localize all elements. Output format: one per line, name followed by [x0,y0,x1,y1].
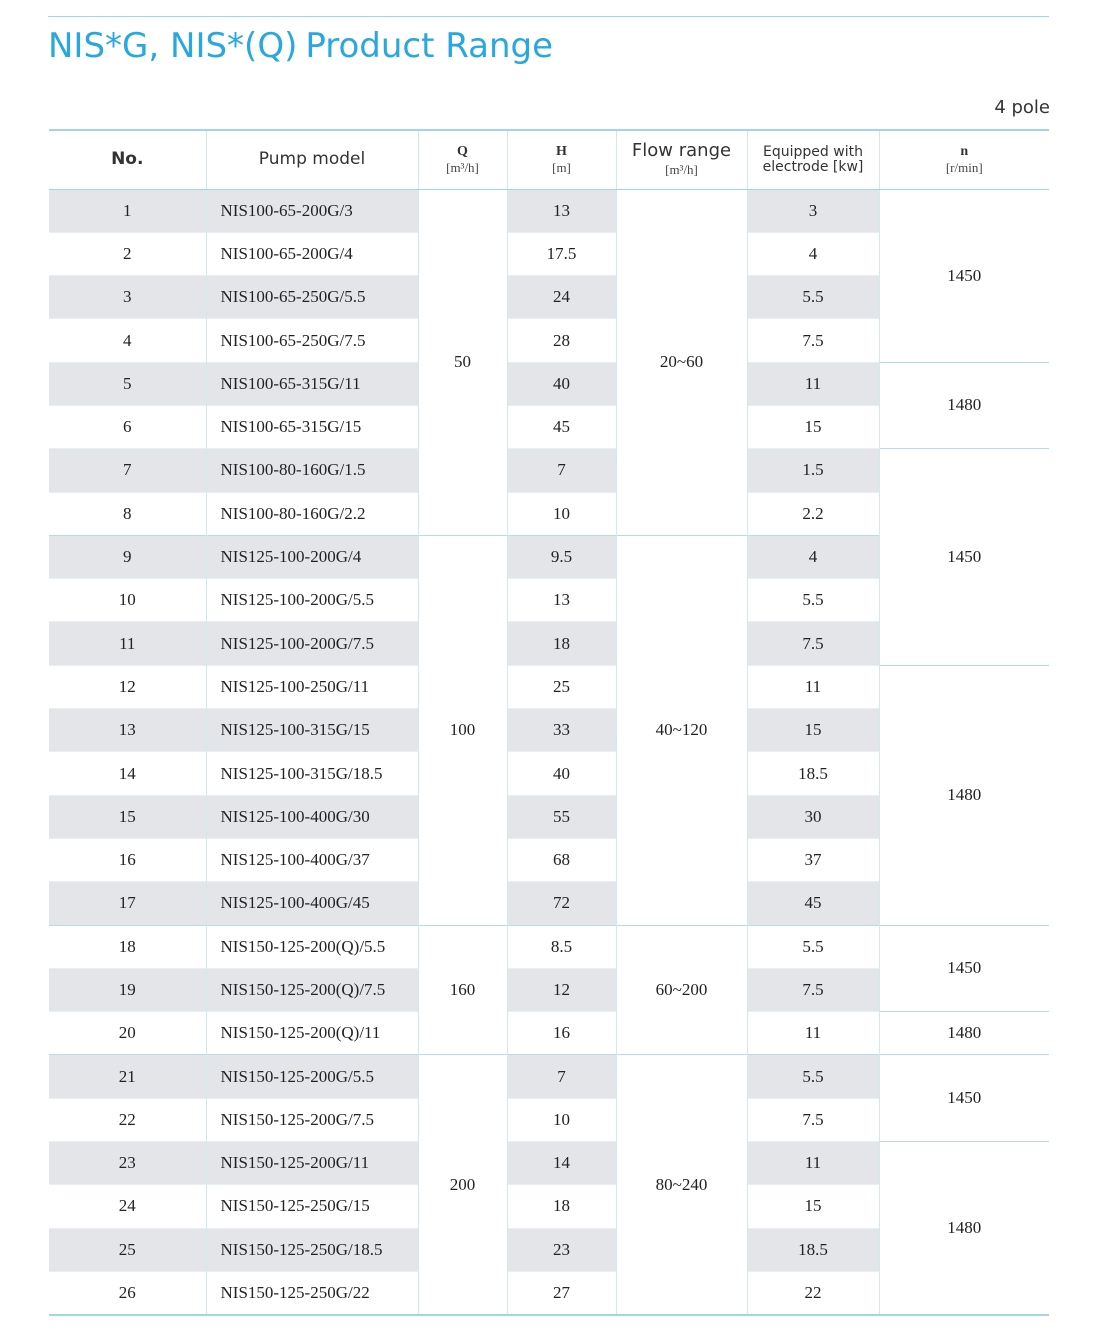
electrode-kw-value: 22 [747,1271,879,1314]
head-h-value: 18 [507,1185,616,1228]
header-flow-range [616,130,747,189]
head-h-value: 40 [507,752,616,795]
header-no: No. [49,130,206,189]
pump-model: NIS150-125-200G/11 [206,1142,418,1185]
pump-model: NIS125-100-200G/4 [206,535,418,578]
head-h-value: 18 [507,622,616,665]
header-q-unit: [m³/h] [446,160,479,176]
speed-n-value: 1480 [879,362,1049,449]
head-h-value: 7 [507,1055,616,1098]
pump-model: NIS100-65-315G/11 [206,362,418,405]
row-number: 6 [49,405,206,448]
row-number: 5 [49,362,206,405]
top-divider [48,16,1049,17]
row-number: 9 [49,535,206,578]
pump-model: NIS125-100-400G/45 [206,882,418,925]
row-number: 18 [49,925,206,968]
header-h-unit: [m] [552,160,571,176]
pump-model: NIS100-65-200G/3 [206,189,418,232]
head-h-value: 25 [507,665,616,708]
head-h-value: 27 [507,1271,616,1314]
electrode-kw-value: 5.5 [747,925,879,968]
pump-model: NIS150-125-200G/5.5 [206,1055,418,1098]
row-number: 15 [49,795,206,838]
head-h-value: 23 [507,1228,616,1271]
speed-n-value: 1450 [879,1055,1049,1142]
pump-model: NIS125-100-250G/11 [206,665,418,708]
row-number: 21 [49,1055,206,1098]
electrode-kw-value: 7.5 [747,968,879,1011]
header-n-symbol: n [960,143,969,159]
head-h-value: 7 [507,449,616,492]
row-number: 1 [49,189,206,232]
row-number: 10 [49,579,206,622]
pump-model: NIS150-125-250G/22 [206,1271,418,1314]
head-h-value: 16 [507,1012,616,1055]
header-equipped-electrode [747,130,879,189]
head-h-value: 28 [507,319,616,362]
flow-q-value: 160 [418,925,507,1055]
product-range-table [49,129,1049,1316]
pump-model: NIS125-100-400G/30 [206,795,418,838]
electrode-kw-value: 18.5 [747,1228,879,1271]
pump-model: NIS100-80-160G/2.2 [206,492,418,535]
head-h-value: 17.5 [507,232,616,275]
header-h-symbol: H [556,143,567,159]
table-row [49,189,1049,232]
speed-n-value: 1450 [879,449,1049,665]
head-h-value: 68 [507,838,616,881]
pump-model: NIS150-125-200G/7.5 [206,1098,418,1141]
pump-model: NIS100-65-250G/5.5 [206,276,418,319]
table-row [49,449,1049,492]
flow-q-value: 200 [418,1055,507,1315]
header-q [418,130,507,189]
header-kw-line2: electrode [kw] [762,158,864,175]
electrode-kw-value: 7.5 [747,622,879,665]
flow-range-value: 60~200 [616,925,747,1055]
head-h-value: 40 [507,362,616,405]
pump-model: NIS125-100-200G/5.5 [206,579,418,622]
head-h-value: 33 [507,709,616,752]
electrode-kw-value: 11 [747,362,879,405]
header-flow-unit: [m³/h] [665,162,698,178]
row-number: 4 [49,319,206,362]
table-body [49,189,1049,1315]
pump-model: NIS150-125-250G/15 [206,1185,418,1228]
row-number: 16 [49,838,206,881]
pump-model: NIS125-100-315G/18.5 [206,752,418,795]
head-h-value: 8.5 [507,925,616,968]
row-number: 14 [49,752,206,795]
title-sub: Product Range [305,26,554,66]
head-h-value: 45 [507,405,616,448]
header-q-symbol: Q [457,143,468,159]
pump-model: NIS125-100-315G/15 [206,709,418,752]
page-title [48,26,553,66]
pump-model: NIS100-80-160G/1.5 [206,449,418,492]
header-flow-label: Flow range [631,140,732,162]
flow-range-value: 20~60 [616,189,747,535]
header-kw-line1: Equipped with [763,144,863,161]
electrode-kw-value: 15 [747,1185,879,1228]
head-h-value: 9.5 [507,535,616,578]
electrode-kw-value: 3 [747,189,879,232]
header-pump-model: Pump model [206,130,418,189]
table-row [49,1012,1049,1055]
head-h-value: 13 [507,189,616,232]
head-h-value: 10 [507,1098,616,1141]
electrode-kw-value: 45 [747,882,879,925]
speed-n-value: 1450 [879,925,1049,1012]
electrode-kw-value: 4 [747,535,879,578]
flow-range-value: 40~120 [616,535,747,925]
pump-model: NIS150-125-200(Q)/7.5 [206,968,418,1011]
header-h [507,130,616,189]
pump-model: NIS125-100-200G/7.5 [206,622,418,665]
row-number: 19 [49,968,206,1011]
flow-range-value: 80~240 [616,1055,747,1315]
pump-model: NIS125-100-400G/37 [206,838,418,881]
row-number: 2 [49,232,206,275]
electrode-kw-value: 37 [747,838,879,881]
table-row [49,1142,1049,1185]
speed-n-value: 1480 [879,1142,1049,1315]
row-number: 11 [49,622,206,665]
table-row [49,665,1049,708]
electrode-kw-value: 15 [747,405,879,448]
row-number: 13 [49,709,206,752]
electrode-kw-value: 18.5 [747,752,879,795]
head-h-value: 13 [507,579,616,622]
flow-q-value: 100 [418,535,507,925]
table-row [49,925,1049,968]
electrode-kw-value: 11 [747,665,879,708]
row-number: 25 [49,1228,206,1271]
header-row [49,130,1049,189]
flow-q-value: 50 [418,189,507,535]
row-number: 24 [49,1185,206,1228]
electrode-kw-value: 1.5 [747,449,879,492]
electrode-kw-value: 11 [747,1142,879,1185]
pump-model: NIS100-65-250G/7.5 [206,319,418,362]
row-number: 23 [49,1142,206,1185]
electrode-kw-value: 30 [747,795,879,838]
pump-model: NIS150-125-250G/18.5 [206,1228,418,1271]
head-h-value: 72 [507,882,616,925]
row-number: 8 [49,492,206,535]
pump-model: NIS100-65-200G/4 [206,232,418,275]
table-row [49,362,1049,405]
row-number: 26 [49,1271,206,1314]
electrode-kw-value: 5.5 [747,1055,879,1098]
header-n [879,130,1049,189]
pump-model: NIS150-125-200(Q)/11 [206,1012,418,1055]
row-number: 17 [49,882,206,925]
pump-model: NIS150-125-200(Q)/5.5 [206,925,418,968]
head-h-value: 10 [507,492,616,535]
pole-label: 4 pole [994,97,1050,118]
speed-n-value: 1480 [879,665,1049,925]
electrode-kw-value: 2.2 [747,492,879,535]
row-number: 3 [49,276,206,319]
row-number: 7 [49,449,206,492]
pump-model: NIS100-65-315G/15 [206,405,418,448]
head-h-value: 24 [507,276,616,319]
header-n-unit: [r/min] [945,160,983,176]
electrode-kw-value: 5.5 [747,579,879,622]
electrode-kw-value: 7.5 [747,1098,879,1141]
electrode-kw-value: 4 [747,232,879,275]
speed-n-value: 1450 [879,189,1049,362]
table-row [49,1055,1049,1098]
row-number: 12 [49,665,206,708]
electrode-kw-value: 5.5 [747,276,879,319]
speed-n-value: 1480 [879,1012,1049,1055]
row-number: 20 [49,1012,206,1055]
head-h-value: 12 [507,968,616,1011]
head-h-value: 55 [507,795,616,838]
title-main: NIS*G, NIS*(Q) [48,26,298,66]
electrode-kw-value: 15 [747,709,879,752]
head-h-value: 14 [507,1142,616,1185]
row-number: 22 [49,1098,206,1141]
electrode-kw-value: 11 [747,1012,879,1055]
electrode-kw-value: 7.5 [747,319,879,362]
